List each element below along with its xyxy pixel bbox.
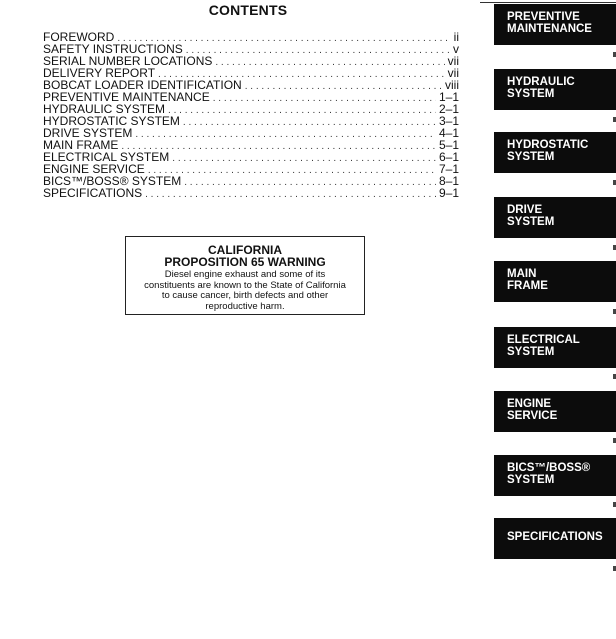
- tab-label-line1: DRIVE: [507, 204, 543, 216]
- toc-page-number: 7–1: [438, 162, 459, 176]
- tab-label-line2: SERVICE: [507, 410, 558, 422]
- tab-hydrostatic-system[interactable]: [494, 132, 616, 173]
- toc-label: BOBCAT LOADER IDENTIFICATION: [43, 78, 242, 92]
- warning-title-line1: CALIFORNIA: [208, 243, 282, 257]
- tab-label-line2: SYSTEM: [507, 88, 555, 100]
- tab-preventive-maintenance[interactable]: [494, 4, 616, 45]
- toc-page-number: 8–1: [438, 174, 459, 188]
- warning-title-line2: PROPOSITION 65 WARNING: [164, 255, 326, 269]
- toc-page-number: 6–1: [438, 150, 459, 164]
- warning-text-line: reproductive harm.: [205, 300, 285, 312]
- tab-label-line1: HYDRAULIC: [507, 76, 575, 88]
- toc-page-number: 4–1: [438, 126, 459, 140]
- tab-label-line2: SYSTEM: [507, 474, 555, 486]
- toc-leader-dots: [245, 81, 442, 93]
- table-of-contents: [43, 31, 459, 199]
- toc-label: DELIVERY REPORT: [43, 66, 156, 80]
- toc-leader-dots: [135, 129, 436, 141]
- tab-specifications[interactable]: [494, 518, 616, 559]
- toc-label: ENGINE SERVICE: [43, 162, 145, 176]
- toc-leader-dots: [213, 93, 436, 105]
- tab-label-line1: ENGINE: [507, 398, 552, 410]
- toc-row-specifications[interactable]: [43, 187, 459, 199]
- toc-page-number: vii: [447, 54, 459, 68]
- toc-leader-dots: [215, 57, 444, 69]
- prop65-warning-box: [125, 236, 365, 315]
- toc-label: ELECTRICAL SYSTEM: [43, 150, 170, 164]
- toc-page-number: 2–1: [438, 102, 459, 116]
- section-tabs: [494, 0, 616, 639]
- tab-label-line2: SYSTEM: [507, 216, 555, 228]
- toc-label: HYDROSTATIC SYSTEM: [43, 114, 180, 128]
- toc-label: SERIAL NUMBER LOCATIONS: [43, 54, 213, 68]
- toc-leader-dots: [172, 153, 436, 165]
- page-title: CONTENTS: [208, 2, 288, 18]
- tab-label-line1: HYDROSTATIC: [507, 139, 589, 151]
- tab-main-frame[interactable]: [494, 261, 616, 302]
- toc-leader-dots: [186, 45, 450, 57]
- toc-page-number: vii: [447, 66, 459, 80]
- toc-leader-dots: [168, 105, 436, 117]
- toc-leader-dots: [148, 165, 436, 177]
- tab-engine-service[interactable]: [494, 391, 616, 432]
- warning-text-line: Diesel engine exhaust and some of its: [164, 269, 326, 280]
- tab-drive-system[interactable]: [494, 197, 616, 238]
- toc-page-number: 9–1: [438, 186, 459, 200]
- warning-text-line: constituents are known to the State of California: [144, 279, 346, 291]
- toc-page-number: 3–1: [438, 114, 459, 128]
- toc-leader-dots: [145, 189, 436, 201]
- toc-label: DRIVE SYSTEM: [43, 126, 133, 140]
- toc-label: FOREWORD: [43, 30, 115, 44]
- tab-hydraulic-system[interactable]: [494, 69, 616, 110]
- toc-leader-dots: [184, 177, 436, 189]
- toc-label: BICS™/BOSS® SYSTEM: [43, 174, 182, 188]
- toc-label: MAIN FRAME: [43, 138, 119, 152]
- warning-text-line: to cause cancer, birth defects and other: [161, 290, 329, 301]
- tab-bics-boss-system[interactable]: [494, 455, 616, 496]
- toc-page-number: 1–1: [438, 90, 459, 104]
- toc-label: SPECIFICATIONS: [43, 186, 143, 200]
- tab-label-line2: SYSTEM: [507, 151, 555, 163]
- toc-page-number: viii: [445, 78, 459, 92]
- tab-label-line1: PREVENTIVE: [507, 11, 580, 23]
- tab-electrical-system[interactable]: [494, 327, 616, 368]
- toc-page-number: v: [453, 42, 459, 56]
- tab-label-line2: SYSTEM: [507, 346, 555, 358]
- tab-label-line1: MAIN: [507, 268, 537, 280]
- toc-leader-dots: [183, 117, 436, 129]
- tab-label-line2: MAINTENANCE: [507, 23, 592, 35]
- tab-label-line2: FRAME: [507, 280, 548, 292]
- tab-label-line1: ELECTRICAL: [507, 334, 580, 346]
- tab-label-line1: BICS™/BOSS®: [507, 462, 591, 474]
- toc-label: SAFETY INSTRUCTIONS: [43, 42, 183, 56]
- tab-label-line1: SPECIFICATIONS: [507, 531, 603, 543]
- toc-page-number: ii: [453, 30, 459, 44]
- toc-page-number: 5–1: [438, 138, 459, 152]
- toc-label: HYDRAULIC SYSTEM: [43, 102, 166, 116]
- toc-label: PREVENTIVE MAINTENANCE: [43, 90, 210, 104]
- warning-body: [126, 270, 364, 312]
